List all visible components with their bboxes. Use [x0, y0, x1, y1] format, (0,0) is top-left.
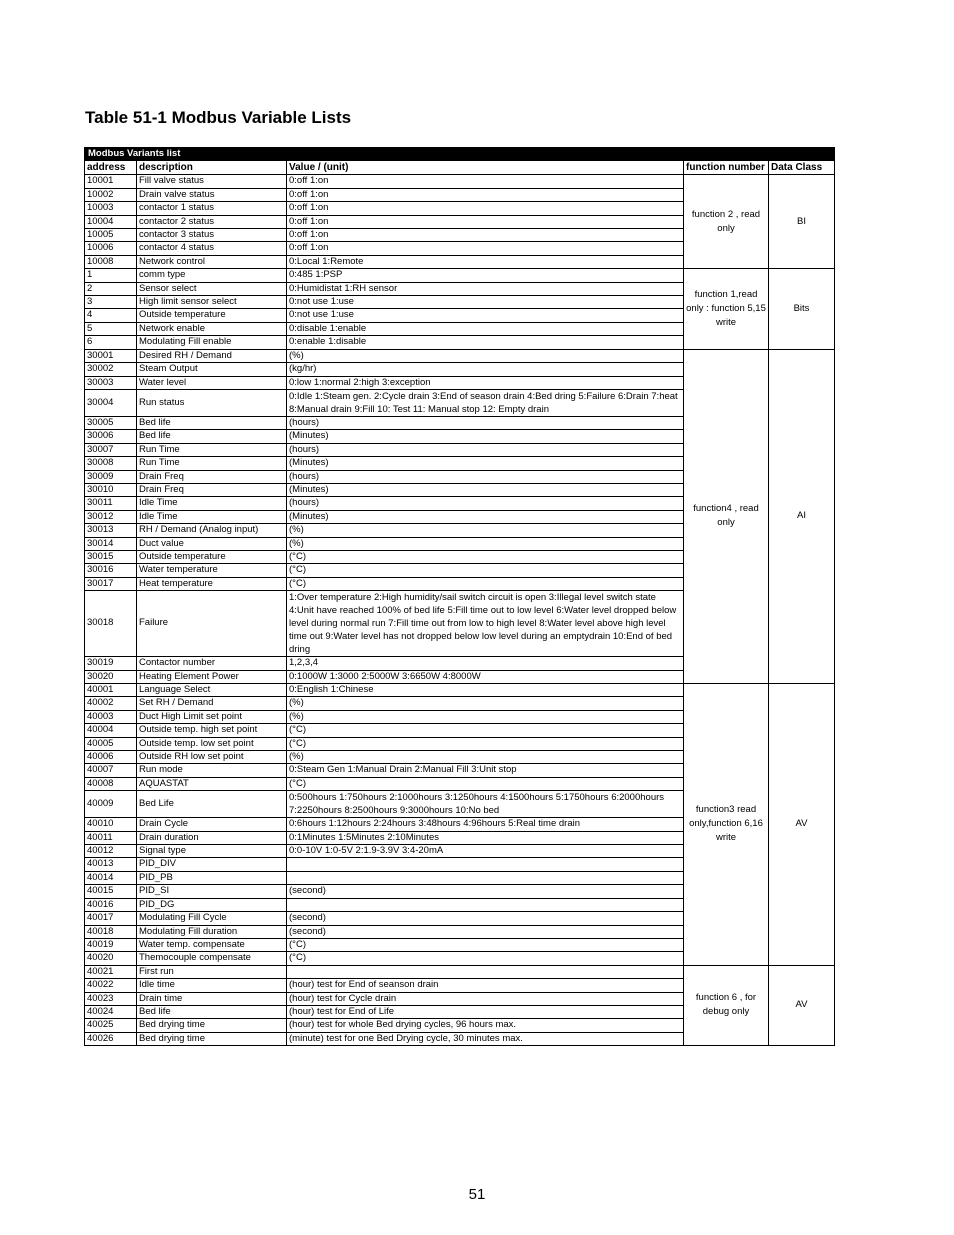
cell-address: 6	[85, 336, 137, 349]
cell-address: 10005	[85, 229, 137, 242]
cell-value: (Minutes)	[287, 510, 684, 523]
cell-description: Bed life	[137, 416, 287, 429]
cell-description: Heating Element Power	[137, 670, 287, 683]
cell-description: Run Time	[137, 457, 287, 470]
cell-address: 30010	[85, 483, 137, 496]
cell-description: Drain Freq	[137, 483, 287, 496]
cell-value: 0:Local 1:Remote	[287, 255, 684, 268]
cell-description: Language Select	[137, 684, 287, 697]
cell-description: Outside temperature	[137, 309, 287, 322]
cell-address: 40018	[85, 925, 137, 938]
cell-function-number: function4 , read only	[684, 349, 769, 683]
cell-description: Modulating Fill Cycle	[137, 912, 287, 925]
cell-description: Idle Time	[137, 510, 287, 523]
cell-value: (hour) test for Cycle drain	[287, 992, 684, 1005]
cell-description: contactor 4 status	[137, 242, 287, 255]
cell-address: 40023	[85, 992, 137, 1005]
cell-description: Fill valve status	[137, 175, 287, 188]
cell-description: contactor 2 status	[137, 215, 287, 228]
cell-description: Idle time	[137, 979, 287, 992]
table-row	[85, 349, 835, 362]
cell-data-class: BI	[769, 175, 835, 269]
cell-address: 10002	[85, 188, 137, 201]
cell-address: 30013	[85, 524, 137, 537]
cell-value: 1:Over temperature 2:High humidity/sail switch circuit is open 3:Illegal level switch state 4:Unit have reached 100% of bed life 5:Fill time out to low level 6:Water level dropped below level during normal run 7:Fill time out from low to high level 8:Water level above high level time out 9:Water level has not dropped below low level during an emptydrain 10:End of bed dring	[287, 591, 684, 657]
cell-address: 5	[85, 322, 137, 335]
cell-function-number: function 2 , read only	[684, 175, 769, 269]
table-row	[85, 175, 835, 188]
cell-value: 0:off 1:on	[287, 202, 684, 215]
cell-value: 0:not use 1:use	[287, 309, 684, 322]
cell-value: 0:Humidistat 1:RH sensor	[287, 282, 684, 295]
cell-address: 40026	[85, 1032, 137, 1045]
cell-value: 0:6hours 1:12hours 2:24hours 3:48hours 4:96hours 5:Real time drain	[287, 818, 684, 831]
cell-value: 0:off 1:on	[287, 175, 684, 188]
cell-value: 0:enable 1:disable	[287, 336, 684, 349]
page-number: 51	[468, 1186, 486, 1203]
cell-value: 0:Steam Gen 1:Manual Drain 2:Manual Fill 3:Unit stop	[287, 764, 684, 777]
cell-description: Duct High Limit set point	[137, 710, 287, 723]
cell-value	[287, 871, 684, 884]
cell-description: Idle Time	[137, 497, 287, 510]
cell-description: Signal type	[137, 845, 287, 858]
cell-value: 0:off 1:on	[287, 229, 684, 242]
cell-value: (Minutes)	[287, 430, 684, 443]
cell-address: 30016	[85, 564, 137, 577]
cell-description: Drain Freq	[137, 470, 287, 483]
cell-address: 10008	[85, 255, 137, 268]
cell-data-class: AV	[769, 684, 835, 966]
cell-value: (°C)	[287, 550, 684, 563]
cell-description: PID_SI	[137, 885, 287, 898]
cell-value: (%)	[287, 524, 684, 537]
cell-address: 40004	[85, 724, 137, 737]
cell-address: 40013	[85, 858, 137, 871]
cell-description: Water temp. compensate	[137, 938, 287, 951]
cell-value: (°C)	[287, 737, 684, 750]
cell-address: 2	[85, 282, 137, 295]
cell-description: Steam Output	[137, 363, 287, 376]
cell-function-number: function3 read only,function 6,16 write	[684, 684, 769, 966]
cell-description: Drain valve status	[137, 188, 287, 201]
cell-description: Themocouple compensate	[137, 952, 287, 965]
cell-value: (Minutes)	[287, 483, 684, 496]
cell-address: 40012	[85, 845, 137, 858]
cell-description: Failure	[137, 591, 287, 657]
cell-function-number: function 6 , for debug only	[684, 965, 769, 1045]
header-value-unit: Value / (unit)	[287, 161, 684, 175]
cell-address: 30017	[85, 577, 137, 590]
cell-address: 40017	[85, 912, 137, 925]
cell-address: 3	[85, 296, 137, 309]
page-title: Table 51-1 Modbus Variable Lists	[85, 108, 352, 127]
cell-description: Outside RH low set point	[137, 751, 287, 764]
cell-value: (%)	[287, 349, 684, 362]
cell-address: 30006	[85, 430, 137, 443]
cell-description: Outside temp. low set point	[137, 737, 287, 750]
cell-value	[287, 858, 684, 871]
cell-address: 30011	[85, 497, 137, 510]
cell-value: (second)	[287, 885, 684, 898]
cell-address: 30015	[85, 550, 137, 563]
cell-description: Bed life	[137, 430, 287, 443]
cell-description: Contactor number	[137, 657, 287, 670]
cell-function-number: function 1,read only : function 5,15 write	[684, 269, 769, 349]
cell-value: (°C)	[287, 952, 684, 965]
cell-address: 30007	[85, 443, 137, 456]
cell-value: (hours)	[287, 497, 684, 510]
table-row	[85, 965, 835, 978]
cell-description: First run	[137, 965, 287, 978]
cell-value: 0:0-10V 1:0-5V 2:1.9-3.9V 3:4-20mA	[287, 845, 684, 858]
cell-value: 0:disable 1:enable	[287, 322, 684, 335]
cell-description: Water temperature	[137, 564, 287, 577]
cell-address: 40002	[85, 697, 137, 710]
cell-address: 30018	[85, 591, 137, 657]
cell-description: Run Time	[137, 443, 287, 456]
cell-address: 30008	[85, 457, 137, 470]
cell-description: Bed drying time	[137, 1032, 287, 1045]
cell-value: 0:low 1:normal 2:high 3:exception	[287, 376, 684, 389]
cell-address: 40001	[85, 684, 137, 697]
cell-address: 40007	[85, 764, 137, 777]
cell-description: PID_PB	[137, 871, 287, 884]
header-function-number: function number	[684, 161, 769, 175]
cell-value: 1,2,3,4	[287, 657, 684, 670]
cell-description: PID_DIV	[137, 858, 287, 871]
cell-value: 0:Idle 1:Steam gen. 2:Cycle drain 3:End of season drain 4:Bed dring 5:Failure 6:Drain 7:heat 8:Manual drain 9:Fill 10: Test 11: Manual stop 12: Empty drain	[287, 389, 684, 416]
cell-value: 0:off 1:on	[287, 215, 684, 228]
header-address: address	[85, 161, 137, 175]
cell-value: (minute) test for one Bed Drying cycle, 30 minutes max.	[287, 1032, 684, 1045]
cell-address: 40011	[85, 831, 137, 844]
cell-value: (°C)	[287, 564, 684, 577]
modbus-variable-table	[84, 147, 835, 1046]
cell-value	[287, 965, 684, 978]
cell-address: 10006	[85, 242, 137, 255]
cell-description: Sensor select	[137, 282, 287, 295]
cell-description: RH / Demand (Analog input)	[137, 524, 287, 537]
cell-description: Bed Life	[137, 791, 287, 818]
cell-address: 40016	[85, 898, 137, 911]
cell-description: contactor 3 status	[137, 229, 287, 242]
cell-value: (°C)	[287, 724, 684, 737]
cell-description: Drain duration	[137, 831, 287, 844]
cell-value: (%)	[287, 697, 684, 710]
cell-value: (°C)	[287, 577, 684, 590]
cell-address: 40021	[85, 965, 137, 978]
cell-address: 30004	[85, 389, 137, 416]
cell-description: AQUASTAT	[137, 777, 287, 790]
cell-description: Bed drying time	[137, 1019, 287, 1032]
cell-value: (hour) test for whole Bed drying cycles, 96 hours max.	[287, 1019, 684, 1032]
cell-value: (Minutes)	[287, 457, 684, 470]
cell-address: 30019	[85, 657, 137, 670]
cell-value	[287, 898, 684, 911]
table-banner: Modbus Variants list	[85, 148, 835, 161]
cell-address: 40022	[85, 979, 137, 992]
table-row	[85, 269, 835, 282]
cell-description: Network control	[137, 255, 287, 268]
cell-address: 10003	[85, 202, 137, 215]
cell-description: Outside temp. high set point	[137, 724, 287, 737]
cell-value: (hours)	[287, 443, 684, 456]
cell-value: 0:1Minutes 1:5Minutes 2:10Minutes	[287, 831, 684, 844]
cell-address: 40009	[85, 791, 137, 818]
cell-description: Modulating Fill duration	[137, 925, 287, 938]
cell-address: 30009	[85, 470, 137, 483]
cell-value: 0:500hours 1:750hours 2:1000hours 3:1250hours 4:1500hours 5:1750hours 6:2000hours 7:2250hours 8:2500hours 9:3000hours 10:No bed	[287, 791, 684, 818]
cell-value: (%)	[287, 537, 684, 550]
cell-value: (hours)	[287, 470, 684, 483]
cell-value: (second)	[287, 912, 684, 925]
cell-value: (kg/hr)	[287, 363, 684, 376]
cell-address: 40024	[85, 1005, 137, 1018]
cell-value: 0:off 1:on	[287, 188, 684, 201]
cell-value: (second)	[287, 925, 684, 938]
cell-description: Modulating Fill enable	[137, 336, 287, 349]
cell-address: 30014	[85, 537, 137, 550]
cell-address: 40020	[85, 952, 137, 965]
cell-description: Run status	[137, 389, 287, 416]
cell-address: 40006	[85, 751, 137, 764]
cell-data-class: Bits	[769, 269, 835, 349]
cell-address: 30005	[85, 416, 137, 429]
cell-value: 0:off 1:on	[287, 242, 684, 255]
cell-description: contactor 1 status	[137, 202, 287, 215]
cell-description: Heat temperature	[137, 577, 287, 590]
cell-description: Run mode	[137, 764, 287, 777]
cell-value: (hours)	[287, 416, 684, 429]
cell-value: (°C)	[287, 777, 684, 790]
cell-value: (hour) test for End of Life	[287, 1005, 684, 1018]
table-body	[85, 175, 835, 1046]
cell-address: 40015	[85, 885, 137, 898]
cell-address: 30020	[85, 670, 137, 683]
cell-address: 40008	[85, 777, 137, 790]
cell-description: Desired RH / Demand	[137, 349, 287, 362]
cell-value: (%)	[287, 751, 684, 764]
cell-description: PID_DG	[137, 898, 287, 911]
cell-value: (%)	[287, 710, 684, 723]
cell-value: (hour) test for End of seanson drain	[287, 979, 684, 992]
cell-address: 30001	[85, 349, 137, 362]
cell-address: 40019	[85, 938, 137, 951]
cell-address: 10001	[85, 175, 137, 188]
cell-address: 40014	[85, 871, 137, 884]
cell-description: Network enable	[137, 322, 287, 335]
table-row	[85, 684, 835, 697]
cell-address: 40005	[85, 737, 137, 750]
cell-address: 40025	[85, 1019, 137, 1032]
cell-description: Drain time	[137, 992, 287, 1005]
cell-value: 0:485 1:PSP	[287, 269, 684, 282]
cell-description: comm type	[137, 269, 287, 282]
cell-description: Duct value	[137, 537, 287, 550]
cell-data-class: AI	[769, 349, 835, 683]
cell-address: 30003	[85, 376, 137, 389]
cell-value: 0:English 1:Chinese	[287, 684, 684, 697]
cell-description: Drain Cycle	[137, 818, 287, 831]
cell-address: 1	[85, 269, 137, 282]
cell-address: 30002	[85, 363, 137, 376]
cell-address: 4	[85, 309, 137, 322]
cell-address: 40010	[85, 818, 137, 831]
cell-value: 0:not use 1:use	[287, 296, 684, 309]
cell-address: 30012	[85, 510, 137, 523]
cell-description: Bed life	[137, 1005, 287, 1018]
cell-address: 40003	[85, 710, 137, 723]
cell-description: Set RH / Demand	[137, 697, 287, 710]
cell-description: Water level	[137, 376, 287, 389]
header-description: description	[137, 161, 287, 175]
cell-value: 0:1000W 1:3000 2:5000W 3:6650W 4:8000W	[287, 670, 684, 683]
cell-description: High limit sensor select	[137, 296, 287, 309]
cell-address: 10004	[85, 215, 137, 228]
cell-description: Outside temperature	[137, 550, 287, 563]
header-data-class: Data Class	[769, 161, 835, 175]
cell-data-class: AV	[769, 965, 835, 1045]
cell-value: (°C)	[287, 938, 684, 951]
